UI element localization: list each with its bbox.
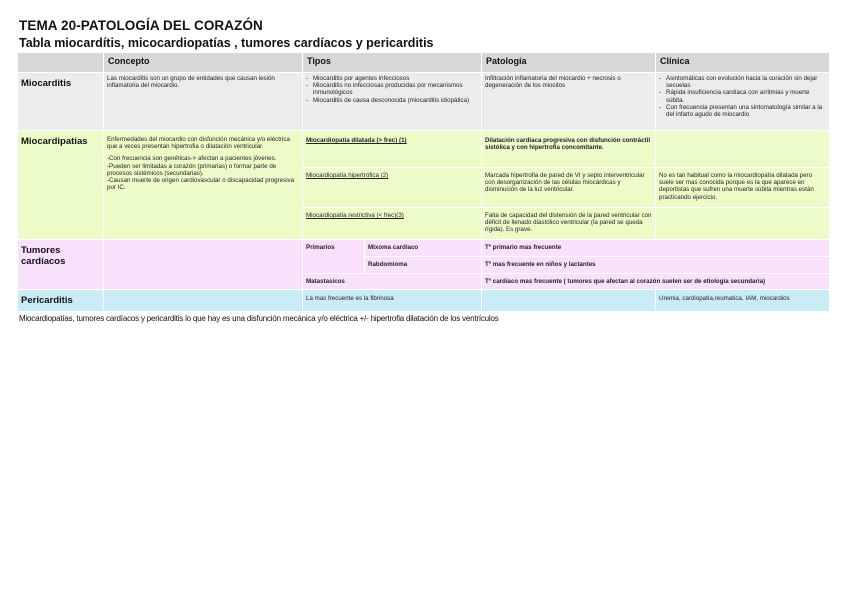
- page-title: TEMA 20-PATOLOGÍA DEL CORAZÓN: [19, 18, 263, 33]
- list-item: - Asintomáticas con evolución hacia la curación sin dejar secuelas: [659, 75, 826, 89]
- patologia-hipertrofica: Marcada hipertrofia de pared de VI y septo interventricular con desorganización de las células miocárdicas y disminución de la luz ventricular.: [482, 168, 656, 208]
- row-label-tumores: Tumores cardíacos: [18, 240, 104, 290]
- header-clinica: Clínica: [656, 53, 830, 73]
- pericarditis-concepto: [104, 290, 303, 312]
- tumores-metastasicos-label: Matastasicos: [303, 274, 482, 290]
- list-item: - Miocarditis no infecciosas producidas por mecanismos inmunológicos: [306, 82, 478, 96]
- miocarditis-concepto: Las miocarditis son un grupo de entidades que causan lesión inflamatoria del miocardio.: [104, 73, 303, 131]
- tipo-hipertrofica: Miocardiopatía hipertrófica (2): [303, 168, 482, 208]
- page-subtitle: Tabla miocardítis, micocardiopatías , tumores cardíacos y pericarditis: [19, 36, 434, 50]
- header-corner: [18, 53, 104, 73]
- header-concepto: Concepto: [104, 53, 303, 73]
- miocarditis-clinica: [656, 73, 830, 131]
- patologia-restrictiva: Falta de capacidad del distensión de la pared ventricular con déficit de llenado diastólico ventricular (la pared se queda rígida). Es grave.: [482, 208, 656, 240]
- tumores-primarios-label: Primarios: [303, 240, 365, 274]
- header-patologia: Patología: [482, 53, 656, 73]
- patologia-dilatada: Dilatación cardiaca progresiva con disfunción contráctil sistólica y con hipertrofia concomitante.: [482, 131, 656, 168]
- pericarditis-patologia: [482, 290, 656, 312]
- tumores-concepto: [104, 240, 303, 290]
- row-label-miocardiopatias: Miocardipatías: [18, 131, 104, 240]
- list-item: - Miocarditis de causa desconocida (miocarditis idiopática): [306, 97, 478, 104]
- tipo-dilatada: Miocardiopatía dilatada (> frec) (1): [303, 131, 482, 168]
- miocarditis-patologia: Infiltración inflamatoria del miocardio + necrosis o degeneración de los miocitos: [482, 73, 656, 131]
- tipo-restrictiva: Miocardiopatía restrictiva (< frec)(3): [303, 208, 482, 240]
- tumor-rabdomioma-patologia: Tº mas frecuente en niños y lactantes: [482, 257, 830, 274]
- row-label-pericarditis: Pericarditis: [18, 290, 104, 312]
- clinica-dilatada: [656, 131, 830, 168]
- tumor-mixoma-patologia: Tº primario mas frecuente: [482, 240, 830, 257]
- header-tipos: Tipos: [303, 53, 482, 73]
- tumor-mixoma: Mixoma cardiaco: [365, 240, 482, 257]
- tumores-metastasicos-patologia: Tº cardiaco mas frecuente ( tumores que afectan al corazón suelen ser de etiología secundaria): [482, 274, 830, 290]
- clinica-hipertrofica: No es tan habitual como la miocardiopatía dilatada pero suele ser mas conocida porque es la que aparece en deportistas que sufren una muerte súbita mientras están practicando ejercicio.: [656, 168, 830, 208]
- concepto-paragraph: Enfermedades del miocardio con disfunción mecánica y/o eléctrica que a veces presentan hipertrofia o dilatación ventricular.: [107, 136, 290, 151]
- tumor-rabdomioma: Rabdomioma: [365, 257, 482, 274]
- list-item: - Rápida insuficiencia cardíaca con arritmias y muerte súbita.: [659, 89, 826, 103]
- list-item: - Miocarditis por agentes infecciosos: [306, 75, 478, 82]
- clinica-restrictiva: [656, 208, 830, 240]
- list-item: - Con frecuencia presentan una sintomatología similar a la del infarto agudo de miocardio: [659, 104, 826, 118]
- footnote: Miocardiopatías, tumores cardíacos y pericarditis lo que hay es una disfunción mecánica y/o eléctrica +/- hipertrofia dilatación de los ventrículos: [19, 314, 499, 323]
- miocardiopatias-concepto: [104, 131, 303, 240]
- miocarditis-tipos: [303, 73, 482, 131]
- pericarditis-tipos: La mas frecuente es la fibrinosa: [303, 290, 482, 312]
- pericarditis-clinica: Uremia, cardiopatía,reumatica, IAM, miocardios: [656, 290, 830, 312]
- concepto-paragraph: -Con frecuencia son genéticas-> afectan a pacientes jóvenes. -Pueden ser limitadas a corazón (primarias) o formar parte de procesos sistémicos (secundarias). -Causan muerte de origen cardiovascular o discapacidad progresiva por IC.: [107, 155, 295, 192]
- row-label-miocarditis: Miocarditis: [18, 73, 104, 131]
